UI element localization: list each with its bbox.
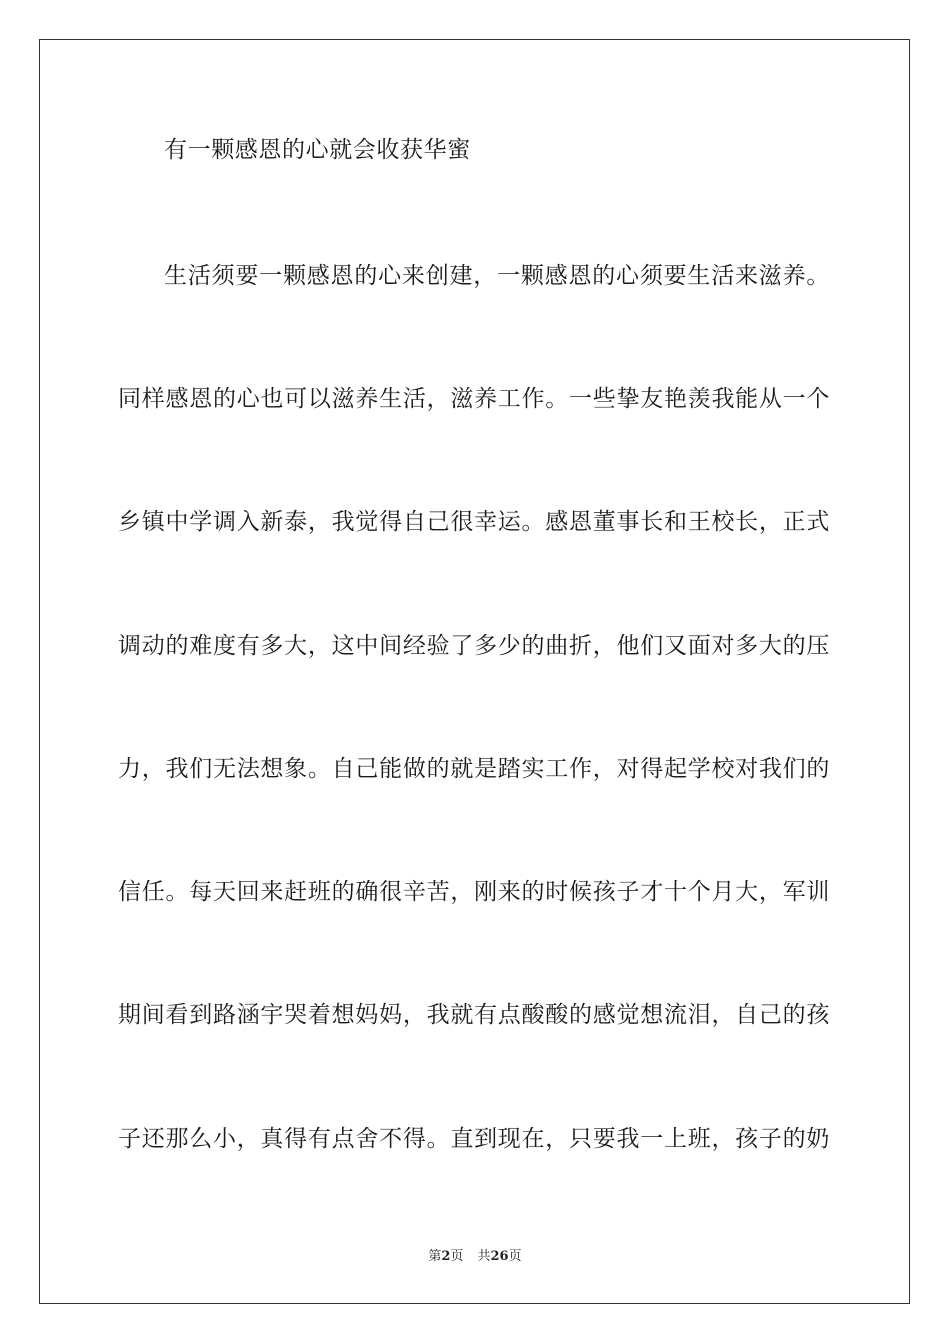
total-pages: 26	[490, 1249, 509, 1264]
page-border	[39, 39, 910, 1304]
page-suffix: 页	[450, 1249, 464, 1264]
paragraph-line-5: 力，我们无法想象。自己能做的就是踏实工作，对得起学校对我们的	[118, 756, 830, 782]
paragraph-line-2: 同样感恩的心也可以滋养生活，滋养工作。一些挚友艳羡我能从一个	[118, 386, 830, 412]
total-prefix: 共	[477, 1249, 491, 1264]
page-prefix: 第	[428, 1249, 442, 1264]
paragraph-line-7: 期间看到路涵宇哭着想妈妈，我就有点酸酸的感觉想流泪，自己的孩	[118, 1002, 830, 1028]
paragraph-line-8: 子还那么小，真得有点舍不得。直到现在，只要我一上班，孩子的奶	[118, 1126, 830, 1152]
paragraph-line-6: 信任。每天回来赶班的确很辛苦，刚来的时候孩子才十个月大，军训	[118, 879, 830, 905]
paragraph-line-1: 生活须要一颗感恩的心来创建，一颗感恩的心须要生活来滋养。	[164, 263, 830, 289]
page-number: 2	[441, 1249, 451, 1264]
paragraph-line-4: 调动的难度有多大，这中间经验了多少的曲折，他们又面对多大的压	[118, 633, 830, 659]
paragraph-line-3: 乡镇中学调入新泰，我觉得自己很幸运。感恩董事长和王校长，正式	[118, 509, 830, 535]
total-suffix: 页	[508, 1249, 522, 1264]
document-title: 有一颗感恩的心就会收获华蜜	[164, 137, 471, 163]
page-footer	[0, 1248, 950, 1266]
